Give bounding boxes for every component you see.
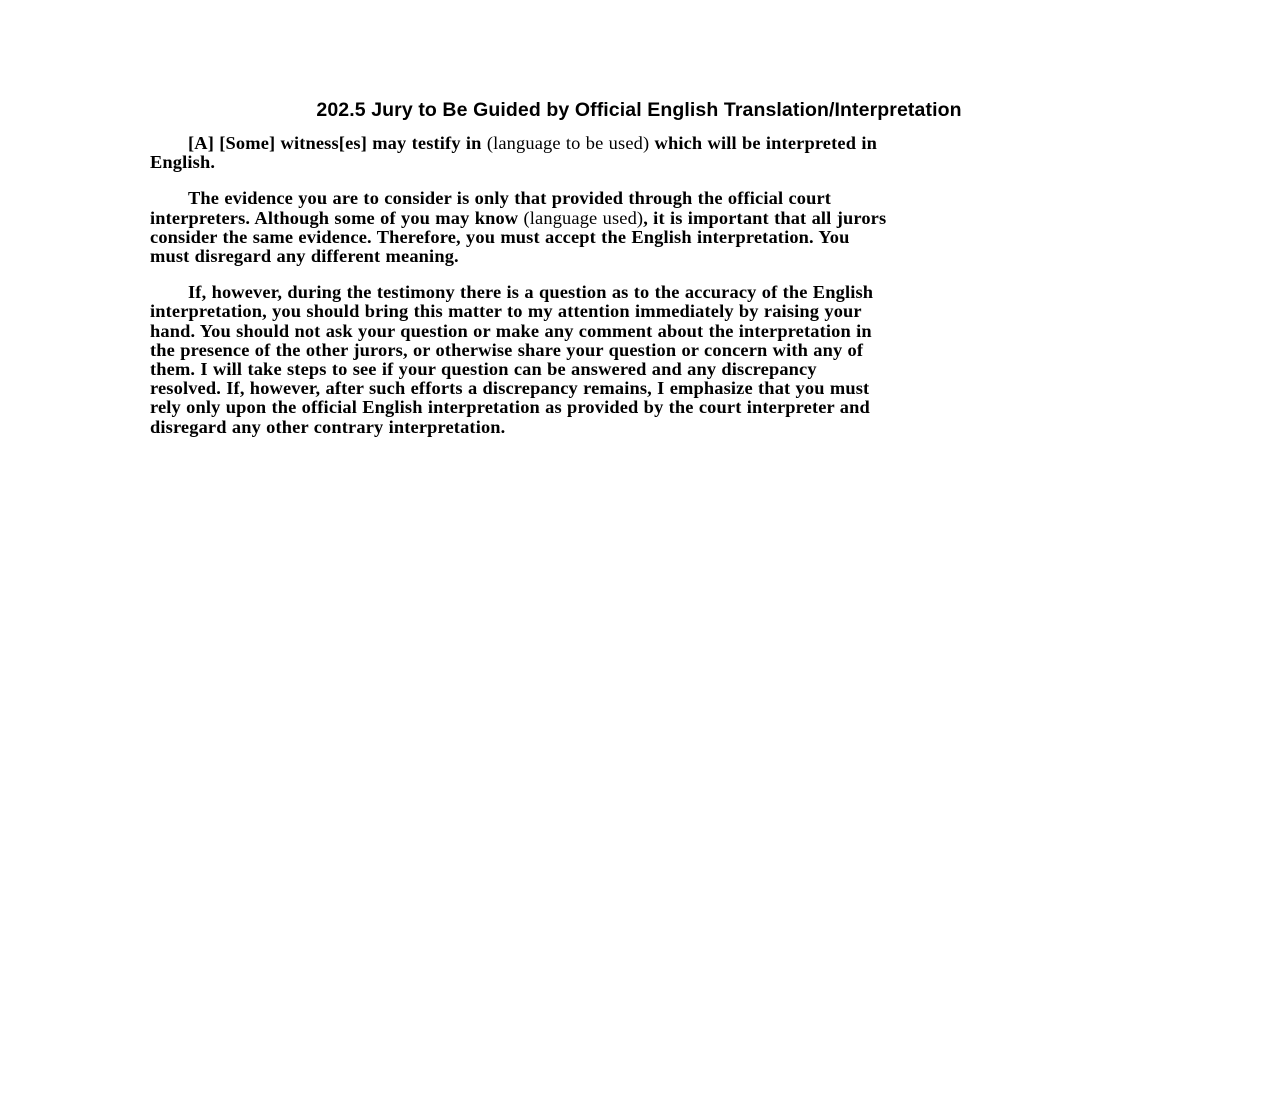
language-placeholder: (language to be used) (486, 133, 650, 153)
paragraph-line: rely only upon the official English interpretation as provided by the court interpreter and (150, 397, 870, 418)
paragraph-line: resolved. If, however, after such efforts a discrepancy remains, I emphasize that you must (150, 378, 870, 399)
paragraph-accuracy-question (150, 283, 1128, 437)
language-placeholder: (language used) (523, 207, 644, 228)
paragraph-witness-language (150, 134, 1128, 172)
paragraph-text: , it is important that all jurors (643, 207, 887, 228)
paragraph-text: which will be interpreted in (649, 133, 877, 153)
paragraph-line: the presence of the other jurors, or otherwise share your question or concern with any of (150, 339, 864, 360)
paragraph-official-interpreters (150, 189, 1128, 266)
paragraph-text: interpreters. Although some of you may know (150, 207, 524, 228)
paragraph-line: The evidence you are to consider is only that provided through the official court (188, 188, 832, 209)
paragraph-line (150, 134, 1128, 153)
paragraph-line: interpretation, you should bring this matter to my attention immediately by raising your (150, 301, 862, 322)
paragraph-line: hand. You should not ask your question or make any comment about the interpretation in (150, 320, 872, 341)
paragraph-line: consider the same evidence. Therefore, you must accept the English interpretation. You (150, 226, 850, 247)
paragraph-line: them. I will take steps to see if your question can be answered and any discrepancy (150, 359, 817, 380)
paragraph-line: must disregard any different meaning. (150, 246, 459, 267)
paragraph-line: If, however, during the testimony there is a question as to the accuracy of the English (188, 282, 874, 303)
paragraph-line: English. (150, 152, 216, 173)
paragraph-line (150, 209, 1128, 228)
paragraph-text: [A] [Some] witness[es] may testify in (188, 133, 487, 153)
instruction-title: 202.5 Jury to Be Guided by Official English Translation/Interpretation (316, 99, 962, 121)
paragraph-line: disregard any other contrary interpretation. (150, 416, 506, 437)
document-page (150, 98, 1128, 454)
